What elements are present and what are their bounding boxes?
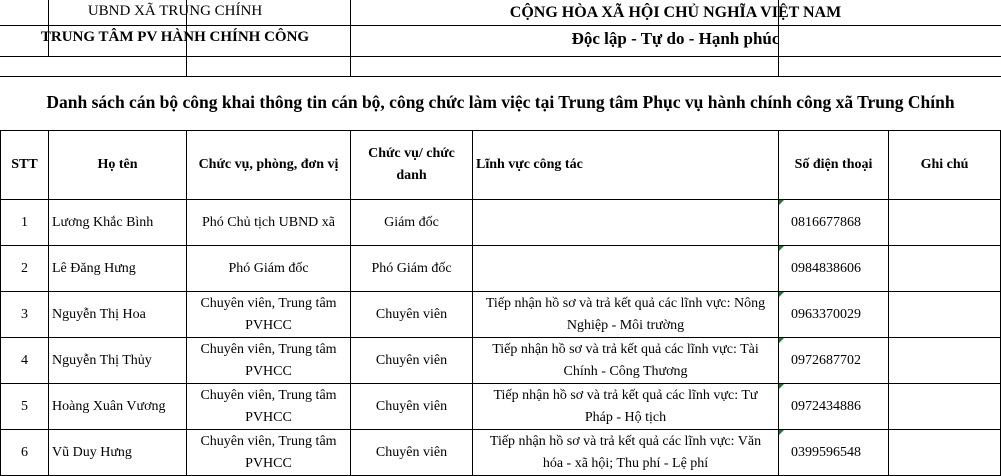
cell-position: Chuyên viên, Trung tâm PVHCC [187,430,351,476]
table-row [1,246,1001,292]
cell-title: Giám đốc [351,200,473,246]
staff-table [0,130,1001,476]
cell-name: Vũ Duy Hưng [49,430,187,476]
cell-title: Chuyên viên [351,430,473,476]
comment-marker [779,430,784,435]
table-header-row [1,131,1001,200]
cell-name: Nguyễn Thị Hoa [49,292,187,338]
comment-marker [779,384,784,389]
cell-phone: 0972687702 [779,338,889,384]
col-stt: STT [1,131,49,200]
comment-marker [779,338,784,343]
cell-field: Tiếp nhận hồ sơ và trả kết quả các lĩnh vực: Văn hóa - xã hội; Thu phí - Lệ phí [473,430,779,476]
grid-line [350,56,351,76]
cell-stt: 2 [1,246,49,292]
cell-field [473,246,779,292]
cell-stt: 4 [1,338,49,384]
cell-field [473,200,779,246]
cell-stt: 3 [1,292,49,338]
cell-note [889,200,1001,246]
col-field: Lĩnh vực công tác [473,131,779,200]
cell-title: Chuyên viên [351,338,473,384]
cell-name: Hoàng Xuân Vương [49,384,187,430]
cell-phone: 0399596548 [779,430,889,476]
col-note: Ghi chú [889,131,1001,200]
national-motto: Độc lập - Tự do - Hạnh phúc [571,29,780,48]
table-row [1,200,1001,246]
agency-name: UBND XÃ TRUNG CHÍNH [87,3,263,19]
table-row [1,384,1001,430]
table-row [1,292,1001,338]
cell-phone: 0984838606 [779,246,889,292]
cell-position: Phó Giám đốc [187,246,351,292]
grid-line [186,56,187,76]
cell-position: Chuyên viên, Trung tâm PVHCC [187,338,351,384]
grid-line [778,56,779,76]
cell-note [889,384,1001,430]
document-title: Danh sách cán bộ công khai thông tin cán bộ, công chức làm việc tại Trung tâm Phục vụ hành chính công xã Trung Chính [46,92,955,112]
comment-marker [779,292,784,297]
cell-position: Chuyên viên, Trung tâm PVHCC [187,292,351,338]
grid-line [0,76,1001,77]
col-phone: Số điện thoại [779,131,889,200]
col-title: Chức vụ/ chức danh [351,131,473,200]
cell-note [889,338,1001,384]
cell-phone: 0972434886 [779,384,889,430]
comment-marker [779,246,784,251]
national-title: CỘNG HÒA XÃ HỘI CHỦ NGHĨA VIỆT NAM [509,4,842,21]
cell-note [889,430,1001,476]
cell-title: Chuyên viên [351,292,473,338]
cell-stt: 1 [1,200,49,246]
cell-name: Lê Đăng Hưng [49,246,187,292]
cell-field: Tiếp nhận hồ sơ và trả kết quả các lĩnh vực: Nông Nghiệp - Môi trường [473,292,779,338]
cell-title: Phó Giám đốc [351,246,473,292]
unit-name: TRUNG TÂM PV HÀNH CHÍNH CÔNG [40,29,310,45]
cell-title: Chuyên viên [351,384,473,430]
cell-phone: 0963370029 [779,292,889,338]
table-row [1,430,1001,476]
comment-marker [779,200,784,205]
cell-note [889,292,1001,338]
cell-name: Lương Khắc Bình [49,200,187,246]
cell-phone: 0816677868 [779,200,889,246]
cell-field: Tiếp nhận hồ sơ và trả kết quả các lĩnh vực: Tư Pháp - Hộ tịch [473,384,779,430]
document-header [0,0,1001,57]
cell-position: Phó Chủ tịch UBND xã [187,200,351,246]
grid-line [0,25,1001,26]
cell-field: Tiếp nhận hồ sơ và trả kết quả các lĩnh vực: Tài Chính - Công Thương [473,338,779,384]
col-name: Họ tên [49,131,187,200]
cell-stt: 6 [1,430,49,476]
col-position: Chức vụ, phòng, đơn vị [187,131,351,200]
table-row [1,338,1001,384]
cell-stt: 5 [1,384,49,430]
cell-name: Nguyễn Thị Thủy [49,338,187,384]
cell-position: Chuyên viên, Trung tâm PVHCC [187,384,351,430]
cell-note [889,246,1001,292]
